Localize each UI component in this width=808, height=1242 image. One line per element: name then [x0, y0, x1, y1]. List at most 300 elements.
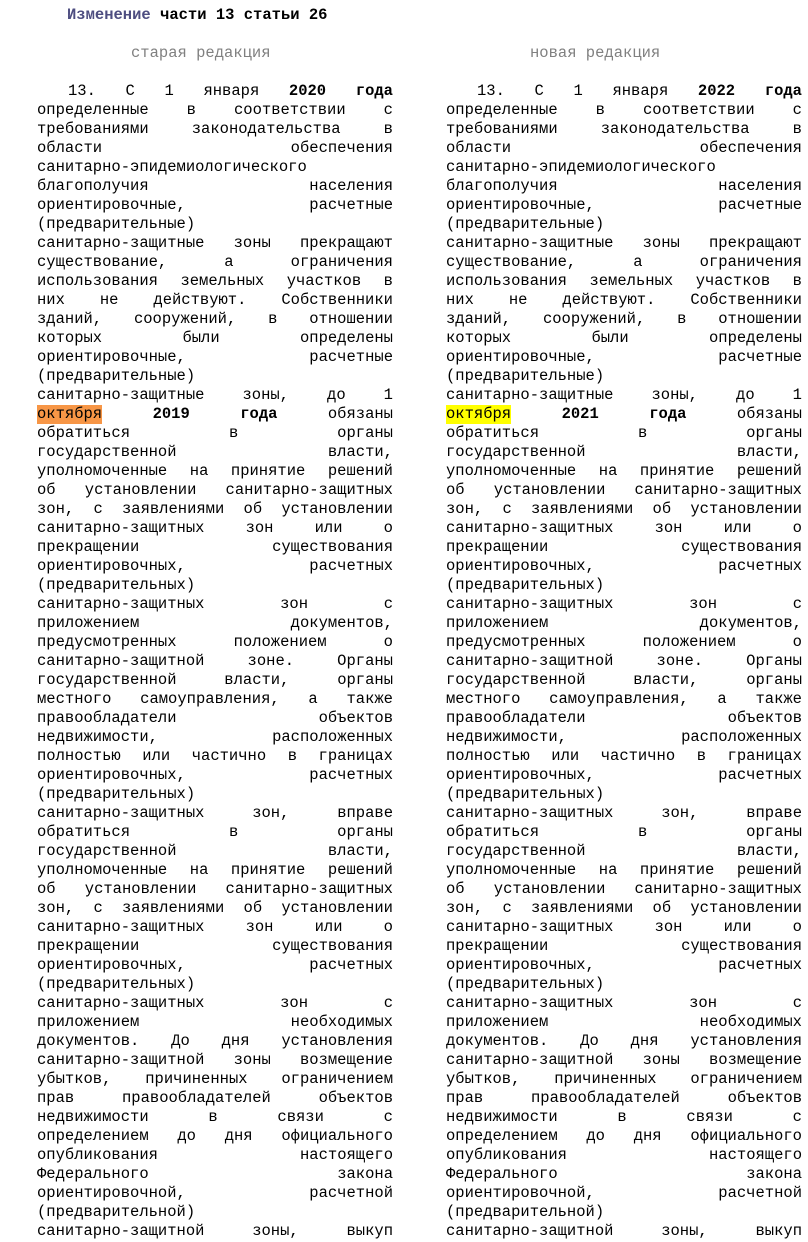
word: зон [654, 519, 683, 537]
word: санитарно-защитные [37, 234, 205, 252]
text-line [446, 424, 802, 443]
word: расчетные [309, 348, 393, 366]
word: недвижимости [446, 1108, 558, 1126]
text-line [446, 614, 802, 633]
word: (предварительных) [446, 975, 605, 993]
word: зоны [233, 234, 271, 252]
text-line [446, 1222, 802, 1241]
word: зон [654, 918, 683, 936]
text-line [446, 329, 802, 348]
word: ориентировочных, [37, 956, 186, 974]
word: в [792, 120, 802, 138]
word: ориентировочной, [446, 1184, 595, 1202]
text-line [37, 918, 393, 937]
word: соответствии [643, 101, 755, 119]
word: санитарно-защитной [37, 652, 205, 670]
word: убытков, [446, 1070, 521, 1088]
word: участков [286, 272, 362, 290]
word: в [268, 310, 278, 328]
word: прекращении [446, 937, 549, 955]
text-line [446, 671, 802, 690]
word: зон, [661, 804, 699, 822]
word: (предварительных) [446, 785, 605, 803]
text-line [37, 633, 393, 652]
word: зон, [252, 804, 290, 822]
word: расчетной [718, 1184, 802, 1202]
word: о [792, 519, 802, 537]
text-line [446, 1127, 802, 1146]
word: года [764, 82, 802, 100]
word: ориентировочные, [446, 196, 595, 214]
word: об [446, 481, 465, 499]
word: сооружений, [542, 310, 646, 328]
word: санитарно-защитной [446, 1222, 614, 1240]
word: дня [630, 1032, 659, 1050]
text-line [37, 443, 393, 462]
word: положением [233, 633, 327, 651]
text-line [446, 956, 802, 975]
text-line [446, 1108, 802, 1127]
text-line [37, 899, 393, 918]
word: опубликования [37, 1146, 158, 1164]
word: на [189, 462, 209, 480]
word: ограничением [690, 1070, 802, 1088]
word: благополучия [37, 177, 149, 195]
word: обеспечения [699, 139, 802, 157]
word: До [580, 1032, 599, 1050]
word: 2021 [561, 405, 599, 423]
word: дня [633, 1127, 662, 1145]
word: (предварительной) [446, 1203, 605, 1221]
text-line [446, 519, 802, 538]
word: уполномоченные [446, 861, 577, 879]
word: участков [695, 272, 771, 290]
word: С [534, 82, 544, 100]
word: частично [191, 747, 267, 765]
text-line [37, 82, 393, 101]
text-line [37, 1184, 393, 1203]
word: санитарно-защитных [446, 519, 614, 537]
text-line [37, 1089, 393, 1108]
word: закона [337, 1165, 393, 1183]
text-line [37, 253, 393, 272]
new-version-text [446, 82, 802, 1242]
text-line [446, 861, 802, 880]
word: зон [689, 994, 718, 1012]
word: на [598, 861, 618, 879]
text-line [37, 386, 393, 405]
word: обеспечения [290, 139, 393, 157]
text-line [446, 576, 802, 595]
word: документов, [290, 614, 393, 632]
word: принятие [230, 462, 306, 480]
word: органы [337, 424, 393, 442]
word: в [287, 747, 297, 765]
word: в [208, 1108, 218, 1126]
word: использования [37, 272, 158, 290]
word: или [314, 519, 343, 537]
change-title-rest: части 13 статьи 26 [150, 6, 328, 24]
word: власти, [224, 671, 290, 689]
word: санитарно-защитной [37, 1051, 205, 1069]
word: санитарно-защитных [634, 880, 802, 898]
word: вправе [337, 804, 393, 822]
word: приложением [446, 614, 549, 632]
word: существования [681, 937, 802, 955]
new-version-heading: новая редакция [530, 44, 661, 62]
text-line [37, 937, 393, 956]
word: определенные [446, 101, 558, 119]
word: ориентировочных, [37, 766, 186, 784]
word: документов, [699, 614, 802, 632]
word: отношении [718, 310, 802, 328]
word: ориентировочных, [446, 956, 595, 974]
word: существования [272, 937, 393, 955]
word: расчетные [718, 196, 802, 214]
text-line [37, 139, 393, 158]
word: (предварительные) [37, 215, 196, 233]
text-line [37, 367, 393, 386]
word: расчетных [718, 557, 802, 575]
word: полностью [37, 747, 121, 765]
word: вправе [746, 804, 802, 822]
text-line [446, 1203, 802, 1222]
word: необходимых [699, 1013, 802, 1031]
word: ориентировочных, [446, 557, 595, 575]
word: предусмотренных [37, 633, 177, 651]
word: причиненных [145, 1070, 248, 1088]
word: правообладатели [446, 709, 586, 727]
word: (предварительной) [37, 1203, 196, 1221]
word: о [383, 918, 393, 936]
word: санитарно-защитных [634, 481, 802, 499]
word: (предварительные) [446, 215, 605, 233]
text-line [37, 747, 393, 766]
word: санитарно-защитных [446, 595, 614, 613]
text-line [37, 1222, 393, 1241]
word: обратиться [37, 424, 131, 442]
word: государственной [446, 842, 586, 860]
word: с [383, 101, 393, 119]
word: расчетных [309, 557, 393, 575]
text-line [37, 500, 393, 519]
text-line [446, 481, 802, 500]
word: которых [446, 329, 512, 347]
word: с [792, 595, 802, 613]
highlighted-word: октября [37, 405, 103, 423]
word: благополучия [446, 177, 558, 195]
word: обратиться [37, 823, 131, 841]
word: (предварительных) [37, 785, 196, 803]
word: полностью [446, 747, 530, 765]
word: расчетных [309, 956, 393, 974]
word: местного [37, 690, 112, 708]
text-line [37, 481, 393, 500]
word: ограничения [290, 253, 393, 271]
word: уполномоченные [446, 462, 577, 480]
word: правообладателей [121, 1089, 271, 1107]
word: на [598, 462, 618, 480]
word: государственной [37, 842, 177, 860]
word: января [203, 82, 260, 100]
text-line [446, 709, 802, 728]
word: зон, [446, 899, 484, 917]
word: Органы [337, 652, 393, 670]
word: до [586, 1127, 605, 1145]
text-line [37, 557, 393, 576]
text-line [37, 177, 393, 196]
word: ориентировочных, [446, 766, 595, 784]
word: санитарно-защитные [446, 386, 614, 404]
word: 13. [477, 82, 505, 100]
word: в [637, 823, 648, 841]
word: санитарно-защитной [446, 652, 614, 670]
word: ограничением [281, 1070, 393, 1088]
text-line [37, 310, 393, 329]
text-line [37, 329, 393, 348]
text-line [37, 234, 393, 253]
word: необходимых [290, 1013, 393, 1031]
word: зон [280, 994, 309, 1012]
word: приложением [37, 1013, 140, 1031]
word: существование, [37, 253, 168, 271]
word: законодательства [600, 120, 750, 138]
word: санитарно-защитных [446, 918, 614, 936]
word: государственной [37, 443, 177, 461]
word: решений [736, 861, 802, 879]
word: санитарно-защитных [37, 519, 205, 537]
word: недвижимости [37, 1108, 149, 1126]
word: а [224, 253, 234, 271]
word: соответствии [234, 101, 346, 119]
word: года [649, 405, 687, 423]
text-line [37, 614, 393, 633]
word: настоящего [299, 1146, 393, 1164]
text-line [37, 1165, 393, 1184]
word: власти, [736, 443, 802, 461]
word: санитарно-защитных [37, 804, 205, 822]
text-line [446, 1184, 802, 1203]
word: зданий, [37, 310, 103, 328]
text-line [446, 215, 802, 234]
text-line [446, 823, 802, 842]
word: прекращают [299, 234, 393, 252]
word: существования [681, 538, 802, 556]
text-line [446, 386, 802, 405]
word: государственной [446, 671, 586, 689]
word: года [240, 405, 278, 423]
word: опубликования [446, 1146, 567, 1164]
word: установлении [690, 899, 802, 917]
word: расчетной [309, 1184, 393, 1202]
text-line [446, 766, 802, 785]
word: (предварительных) [37, 975, 196, 993]
word: расчетных [309, 766, 393, 784]
word: государственной [37, 671, 177, 689]
text-line [446, 994, 802, 1013]
word: об [37, 481, 56, 499]
word: земельных [589, 272, 674, 290]
word: требованиями [37, 120, 149, 138]
word: с [792, 1108, 802, 1126]
text-line [446, 443, 802, 462]
word: до [327, 386, 346, 404]
word: частично [600, 747, 676, 765]
word: установлении [281, 500, 393, 518]
word: в [595, 101, 605, 119]
word: в [637, 424, 648, 442]
word: До [171, 1032, 190, 1050]
text-line [446, 177, 802, 196]
text-line [446, 899, 802, 918]
word: ориентировочных, [37, 557, 186, 575]
word: официального [690, 1127, 802, 1145]
word: местного [446, 690, 521, 708]
word: ориентировочные, [37, 348, 186, 366]
text-line [37, 671, 393, 690]
word: зоны [642, 1051, 680, 1069]
word: земельных [180, 272, 265, 290]
word: зон [689, 595, 718, 613]
word: определенные [37, 101, 149, 119]
word: объектов [318, 709, 393, 727]
word: также [346, 690, 393, 708]
word: в [677, 310, 687, 328]
text-line [446, 120, 802, 139]
text-line [37, 956, 393, 975]
word: прекращении [37, 538, 140, 556]
change-title-lead: Изменение [67, 6, 151, 24]
text-line [37, 1070, 393, 1089]
text-line [37, 690, 393, 709]
word: 1 [573, 82, 583, 100]
word: органы [337, 671, 393, 689]
word: (предварительные) [446, 367, 605, 385]
text-line [37, 975, 393, 994]
word: органы [337, 823, 393, 841]
word: власти, [633, 671, 699, 689]
text-line [37, 120, 393, 139]
word: в [186, 101, 196, 119]
text-line [446, 291, 802, 310]
text-line [37, 785, 393, 804]
word: самоуправления, [140, 690, 280, 708]
text-line [37, 424, 393, 443]
text-line [446, 158, 802, 177]
text-line [37, 158, 393, 177]
word: принятие [230, 861, 306, 879]
word: зоны, [242, 386, 289, 404]
word: или [551, 747, 580, 765]
text-line [446, 500, 802, 519]
word: выкуп [755, 1222, 802, 1240]
word: заявлениями [530, 500, 634, 518]
word: января [612, 82, 669, 100]
word: 13. [68, 82, 96, 100]
word: власти, [736, 842, 802, 860]
word: или [142, 747, 171, 765]
word: о [383, 519, 393, 537]
word: Федерального [446, 1165, 558, 1183]
word: решений [736, 462, 802, 480]
text-line [446, 139, 802, 158]
word: населения [718, 177, 802, 195]
text-line [446, 1051, 802, 1070]
word: с [792, 101, 802, 119]
word: недвижимости, [446, 728, 567, 746]
word: в [383, 120, 393, 138]
text-line [37, 405, 393, 424]
word: действуют. [153, 291, 247, 309]
word: принятие [639, 462, 715, 480]
word: в [792, 272, 802, 290]
word: зоны, [661, 1222, 708, 1240]
text-line [37, 196, 393, 215]
text-line [446, 690, 802, 709]
word: которых [37, 329, 103, 347]
text-line [37, 215, 393, 234]
word: предусмотренных [446, 633, 586, 651]
text-line [37, 272, 393, 291]
word: ориентировочные, [446, 348, 595, 366]
text-line [37, 652, 393, 671]
word: приложением [446, 1013, 549, 1031]
text-line [446, 272, 802, 291]
word: правообладателей [530, 1089, 680, 1107]
word: выкуп [346, 1222, 393, 1240]
word: связи [277, 1108, 324, 1126]
word: определением [446, 1127, 558, 1145]
word: об [37, 880, 56, 898]
word: заявлениями [530, 899, 634, 917]
word: санитарно-защитных [225, 880, 393, 898]
word: дня [221, 1032, 250, 1050]
text-line [37, 1032, 393, 1051]
text-line [37, 1203, 393, 1222]
word: (предварительные) [37, 367, 196, 385]
text-line [446, 234, 802, 253]
word: требованиями [446, 120, 558, 138]
word: закона [746, 1165, 802, 1183]
text-line [446, 880, 802, 899]
word: обязаны [736, 405, 802, 423]
text-line [37, 1108, 393, 1127]
text-line [446, 367, 802, 386]
text-line [37, 519, 393, 538]
word: власти, [327, 443, 393, 461]
word: 2019 [152, 405, 190, 423]
word: в [228, 823, 239, 841]
word: об [446, 880, 465, 898]
text-line [37, 766, 393, 785]
word: зон [245, 519, 274, 537]
word: использования [446, 272, 567, 290]
word: объектов [727, 709, 802, 727]
word: санитарно-защитных [225, 481, 393, 499]
text-line [446, 196, 802, 215]
word: с [383, 994, 393, 1012]
word: или [723, 519, 752, 537]
word: с [383, 595, 393, 613]
text-line [446, 538, 802, 557]
word: а [717, 690, 727, 708]
word: на [189, 861, 209, 879]
word: 1 [383, 386, 393, 404]
word: прекращении [446, 538, 549, 556]
word: зон [245, 918, 274, 936]
word: до [177, 1127, 196, 1145]
word: санитарно-эпидемиологического [446, 158, 716, 176]
